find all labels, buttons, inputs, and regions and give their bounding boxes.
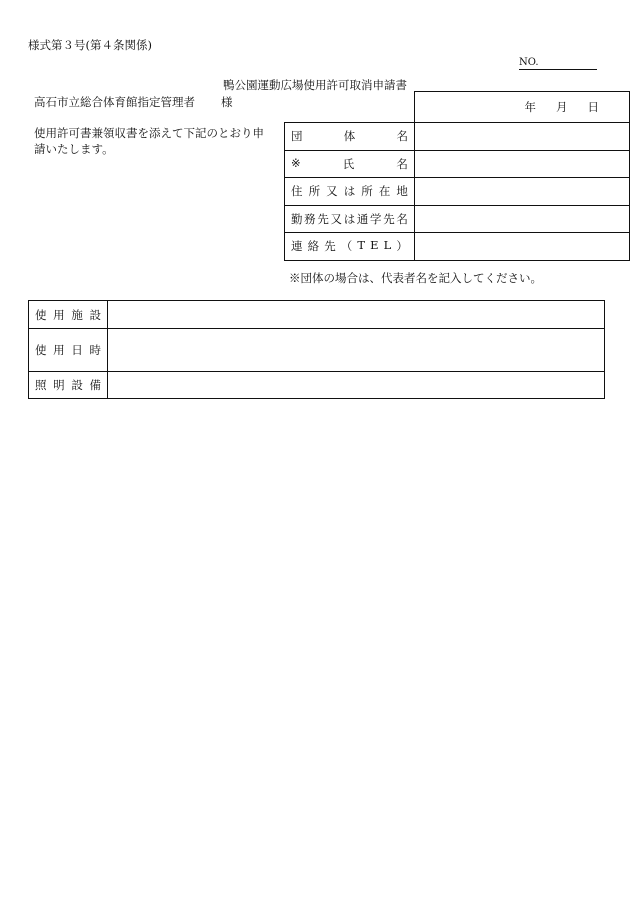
label-char: は xyxy=(343,184,356,199)
blank-cell xyxy=(285,92,415,123)
label-char: E xyxy=(370,238,379,253)
facility-field[interactable] xyxy=(108,301,605,329)
addressee-name: 高石市立総合体育館指定管理者 xyxy=(34,95,195,109)
label-text xyxy=(291,238,408,254)
label-char: ） xyxy=(396,239,408,254)
label-char: 通 xyxy=(356,211,369,226)
day-label: 日 xyxy=(587,100,599,114)
label-char: 住 xyxy=(291,184,303,199)
lighting-field[interactable] xyxy=(108,372,605,399)
label-char: 日 xyxy=(71,343,83,357)
addressee xyxy=(34,94,233,110)
label-char: 照 xyxy=(35,378,47,392)
contact-field[interactable] xyxy=(414,233,629,261)
label-char: 設 xyxy=(89,307,101,322)
applicant-row-address xyxy=(285,178,630,206)
label-char: 所 xyxy=(361,184,373,199)
datetime-label xyxy=(29,329,108,372)
group-name-field[interactable] xyxy=(414,123,629,151)
workplace-field[interactable] xyxy=(414,205,629,233)
label-char: 絡 xyxy=(307,239,320,254)
applicant-row-workplace xyxy=(285,205,630,233)
usage-row-lighting xyxy=(29,372,605,399)
representative-note: ※団体の場合は、代表者名を記入してください。 xyxy=(289,271,542,285)
applicant-row-name xyxy=(285,150,630,178)
lighting-label xyxy=(29,372,108,399)
label-char: 用 xyxy=(53,343,65,357)
addressee-honorific: 様 xyxy=(221,95,233,109)
facility-label xyxy=(29,301,108,329)
label-char: 務 xyxy=(304,211,316,226)
label-char: 所 xyxy=(308,184,321,199)
applicant-table xyxy=(284,91,630,261)
label-char: （ xyxy=(340,239,353,254)
label-char: 地 xyxy=(396,184,408,199)
name-field[interactable] xyxy=(414,150,629,178)
label-text xyxy=(35,342,101,358)
intro-text: 使用許可書兼領収書を添えて下記のとおり申請いたします。 xyxy=(34,126,264,156)
label-text xyxy=(291,211,408,227)
label-char: は xyxy=(343,211,356,226)
label-char: 名 xyxy=(396,129,408,144)
label-char: 又 xyxy=(326,184,338,199)
label-char: 時 xyxy=(89,343,101,357)
group-name-label xyxy=(285,123,415,151)
label-char: 体 xyxy=(343,129,356,144)
label-char: 用 xyxy=(53,307,65,322)
workplace-label xyxy=(285,205,415,233)
year-label: 年 xyxy=(524,100,536,114)
label-char: 名 xyxy=(396,156,408,171)
label-char: 備 xyxy=(89,378,101,392)
name-label xyxy=(285,150,415,178)
address-label xyxy=(285,178,415,206)
label-char: 設 xyxy=(71,378,83,392)
label-char: L xyxy=(383,238,392,253)
contact-label xyxy=(285,233,415,261)
label-text xyxy=(291,128,408,144)
label-text xyxy=(291,183,408,199)
datetime-field[interactable] xyxy=(108,329,605,372)
label-char: 団 xyxy=(291,129,303,144)
label-char: 先 xyxy=(324,239,336,254)
applicant-row-contact xyxy=(285,233,630,261)
document-number-field[interactable]: NO. xyxy=(519,57,597,70)
label-char: 名 xyxy=(396,211,408,226)
usage-table xyxy=(28,300,605,399)
label-char: 先 xyxy=(317,211,329,226)
label-char: ※ xyxy=(291,155,301,170)
label-char: 連 xyxy=(291,239,303,254)
label-char: 氏 xyxy=(342,156,355,171)
label-char: T xyxy=(357,238,366,253)
usage-row-datetime xyxy=(29,329,605,372)
form-number: 様式第３号(第４条関係) xyxy=(28,38,152,52)
date-field[interactable] xyxy=(414,92,629,123)
usage-row-facility xyxy=(29,301,605,329)
label-text xyxy=(35,377,101,393)
date-row xyxy=(285,92,630,123)
label-char: 使 xyxy=(35,307,47,322)
label-char: 学 xyxy=(370,211,382,226)
label-text xyxy=(291,156,408,172)
month-label: 月 xyxy=(556,100,568,114)
label-text xyxy=(35,307,101,323)
label-char: 在 xyxy=(378,184,391,199)
address-field[interactable] xyxy=(414,178,629,206)
label-char: 勤 xyxy=(291,211,303,226)
label-char: 使 xyxy=(35,343,47,357)
label-char: 先 xyxy=(383,211,395,226)
document-title: 鴨公園運動広場使用許可取消申請書 xyxy=(223,78,407,92)
label-char: 又 xyxy=(330,211,343,226)
label-char: 明 xyxy=(53,378,65,392)
applicant-row-group-name xyxy=(285,123,630,151)
label-char: 施 xyxy=(71,307,83,322)
